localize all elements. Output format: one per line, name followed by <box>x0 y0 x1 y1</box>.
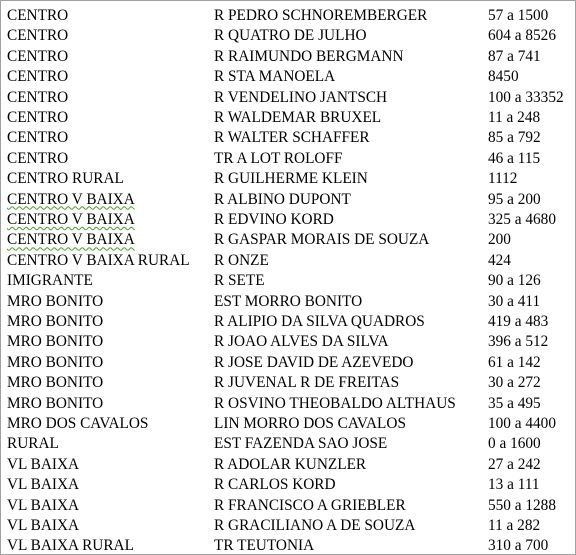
faixa-cell: 0 a 1600 <box>488 435 541 453</box>
table-row <box>1 26 575 46</box>
logradouro-cell: R GASPAR MORAIS DE SOUZA <box>214 231 430 249</box>
bairro-cell: MRO BONITO <box>7 353 104 371</box>
table-row <box>1 394 575 414</box>
logradouro-cell: R GRACILIANO A DE SOUZA <box>214 517 416 534</box>
logradouro-cell: R WALTER SCHAFFER <box>214 129 370 147</box>
table-row <box>1 516 575 536</box>
logradouro-cell: R ADOLAR KUNZLER <box>214 455 367 473</box>
table-row <box>1 210 575 230</box>
logradouro-cell: R ALBINO DUPONT <box>214 190 351 208</box>
bairro-cell: CENTRO V BAIXA RURAL <box>7 251 190 269</box>
table-row <box>1 353 575 373</box>
logradouro-cell: R STA MANOELA <box>214 68 336 86</box>
table-row <box>1 373 575 393</box>
table-row <box>1 47 575 67</box>
bairro-cell: CENTRO <box>7 109 69 126</box>
bairro-cell: CENTRO V BAIXA <box>7 231 135 249</box>
logradouro-cell: R JUVENAL R DE FREITAS <box>214 374 400 392</box>
bairro-cell: IMIGRANTE <box>7 272 93 290</box>
faixa-cell: 90 a 126 <box>488 272 541 290</box>
bairro-cell: CENTRO <box>7 27 69 45</box>
table-row <box>1 536 575 555</box>
bairro-cell: CENTRO RURAL <box>7 170 124 188</box>
bairro-cell: VL BAIXA <box>7 517 80 534</box>
bairro-cell: CENTRO <box>7 88 69 106</box>
logradouro-cell: R GUILHERME KLEIN <box>214 170 368 188</box>
table-row <box>1 455 575 475</box>
faixa-cell: 87 a 741 <box>488 47 541 65</box>
faixa-cell: 100 a 4400 <box>488 415 556 432</box>
bairro-cell: VL BAIXA <box>7 496 80 514</box>
bairro-cell: CENTRO V BAIXA <box>7 211 135 228</box>
table-row <box>1 128 575 148</box>
table-row <box>1 496 575 516</box>
logradouro-cell: R JOSE DAVID DE AZEVEDO <box>214 353 414 371</box>
faixa-cell: 30 a 411 <box>488 292 541 310</box>
faixa-cell: 30 a 272 <box>488 374 541 392</box>
table-row <box>1 475 575 495</box>
table-row <box>1 251 575 271</box>
faixa-cell: 1112 <box>488 170 518 188</box>
table-row <box>1 434 575 454</box>
bairro-cell: CENTRO <box>7 68 69 86</box>
bairro-cell: RURAL <box>7 435 59 453</box>
faixa-cell: 604 a 8526 <box>488 27 556 45</box>
faixa-cell: 11 a 282 <box>488 517 541 534</box>
faixa-cell: 424 <box>488 251 511 269</box>
bairro-cell: MRO BONITO <box>7 394 104 412</box>
faixa-cell: 8450 <box>488 68 519 86</box>
logradouro-cell: R ALIPIO DA SILVA QUADROS <box>214 313 425 330</box>
faixa-cell: 550 a 1288 <box>488 496 556 514</box>
faixa-cell: 310 a 700 <box>488 537 549 555</box>
logradouro-cell: R EDVINO KORD <box>214 211 334 228</box>
bairro-cell: MRO BONITO <box>7 333 104 351</box>
faixa-cell: 57 a 1500 <box>488 7 549 24</box>
logradouro-cell: R WALDEMAR BRUXEL <box>214 109 382 126</box>
logradouro-cell: R FRANCISCO A GRIEBLER <box>214 496 406 514</box>
bairro-cell: VL BAIXA <box>7 476 80 494</box>
logradouro-cell: TR TEUTONIA <box>214 537 315 555</box>
faixa-cell: 200 <box>488 231 511 249</box>
faixa-cell: 100 a 33352 <box>488 88 564 106</box>
table-row <box>1 88 575 108</box>
bairro-cell: VL BAIXA <box>7 455 80 473</box>
table-row <box>1 108 575 128</box>
table-row <box>1 169 575 189</box>
faixa-cell: 61 a 142 <box>488 353 541 371</box>
logradouro-cell: R PEDRO SCHNOREMBERGER <box>214 7 428 24</box>
table-row <box>1 190 575 210</box>
logradouro-cell: R ONZE <box>214 251 269 269</box>
logradouro-cell: R JOAO ALVES DA SILVA <box>214 333 389 351</box>
table-row <box>1 312 575 332</box>
logradouro-cell: R QUATRO DE JULHO <box>214 27 367 45</box>
bairro-cell: MRO DOS CAVALOS <box>7 415 149 432</box>
logradouro-cell: EST FAZENDA SAO JOSE <box>214 435 388 453</box>
logradouro-cell: EST MORRO BONITO <box>214 292 363 310</box>
faixa-cell: 419 a 483 <box>488 313 549 330</box>
faixa-cell: 85 a 792 <box>488 129 541 147</box>
logradouro-cell: R RAIMUNDO BERGMANN <box>214 47 404 65</box>
table-row <box>1 271 575 291</box>
table-row <box>1 67 575 87</box>
faixa-cell: 325 a 4680 <box>488 211 556 228</box>
table-row <box>1 414 575 434</box>
table-row <box>1 332 575 352</box>
bairro-cell: CENTRO V BAIXA <box>7 190 135 208</box>
bairro-cell: CENTRO <box>7 47 69 65</box>
faixa-cell: 396 a 512 <box>488 333 549 351</box>
logradouro-cell: LIN MORRO DOS CAVALOS <box>214 415 406 432</box>
faixa-cell: 35 a 495 <box>488 394 541 412</box>
bairro-cell: CENTRO <box>7 129 69 147</box>
logradouro-cell: R VENDELINO JANTSCH <box>214 88 388 106</box>
faixa-cell: 46 a 115 <box>488 149 541 167</box>
table-row <box>1 6 575 26</box>
faixa-cell: 27 a 242 <box>488 455 541 473</box>
bairro-cell: MRO BONITO <box>7 313 104 330</box>
logradouro-cell: R OSVINO THEOBALDO ALTHAUS <box>214 394 456 412</box>
faixa-cell: 11 a 248 <box>488 109 541 126</box>
table-row <box>1 292 575 312</box>
table-row <box>1 149 575 169</box>
logradouro-cell: R CARLOS KORD <box>214 476 336 494</box>
logradouro-cell: TR A LOT ROLOFF <box>214 149 343 167</box>
bairro-cell: CENTRO <box>7 149 69 167</box>
bairro-cell: CENTRO <box>7 7 69 24</box>
faixa-cell: 13 a 111 <box>488 476 540 494</box>
bairro-cell: VL BAIXA RURAL <box>7 537 134 555</box>
faixa-cell: 95 a 200 <box>488 190 541 208</box>
bairro-cell: MRO BONITO <box>7 292 104 310</box>
bairro-cell: MRO BONITO <box>7 374 104 392</box>
table-row <box>1 230 575 250</box>
logradouro-cell: R SETE <box>214 272 265 290</box>
